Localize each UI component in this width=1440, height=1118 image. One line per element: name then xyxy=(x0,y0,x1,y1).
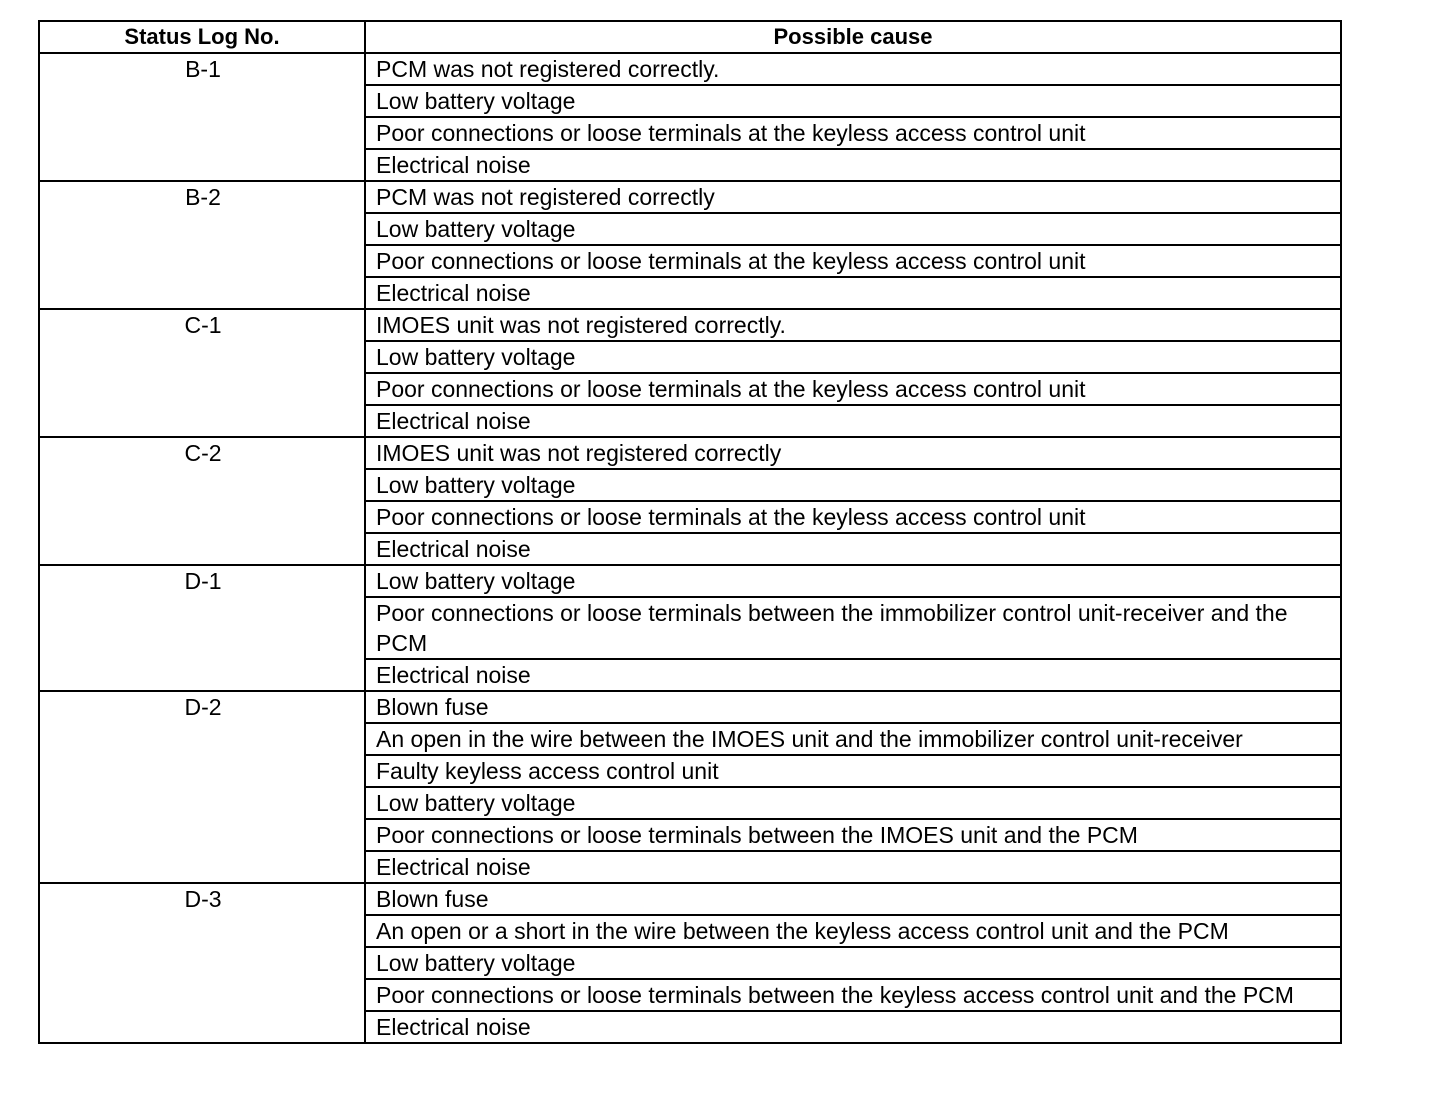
possible-cause-cell: Low battery voltage xyxy=(365,947,1341,979)
status-log-no-cell: C-2 xyxy=(39,437,365,565)
possible-cause-cell: Low battery voltage xyxy=(365,341,1341,373)
possible-cause-cell: Poor connections or loose terminals between the IMOES unit and the PCM xyxy=(365,819,1341,851)
header-row xyxy=(39,21,1341,53)
possible-cause-cell: Electrical noise xyxy=(365,851,1341,883)
possible-cause-cell: Low battery voltage xyxy=(365,213,1341,245)
table-row xyxy=(39,883,1341,915)
header-possible-cause: Possible cause xyxy=(365,21,1341,53)
possible-cause-cell: Poor connections or loose terminals at the keyless access control unit xyxy=(365,117,1341,149)
table-row xyxy=(39,565,1341,597)
status-log-no-cell: D-1 xyxy=(39,565,365,691)
possible-cause-cell: An open in the wire between the IMOES unit and the immobilizer control unit-receiver xyxy=(365,723,1341,755)
possible-cause-cell: Poor connections or loose terminals at the keyless access control unit xyxy=(365,245,1341,277)
status-log-no-cell: D-2 xyxy=(39,691,365,883)
possible-cause-cell: Electrical noise xyxy=(365,405,1341,437)
possible-cause-cell: Faulty keyless access control unit xyxy=(365,755,1341,787)
possible-cause-cell: Blown fuse xyxy=(365,691,1341,723)
possible-cause-cell: PCM was not registered correctly xyxy=(365,181,1341,213)
possible-cause-cell: Electrical noise xyxy=(365,149,1341,181)
possible-cause-cell: IMOES unit was not registered correctly. xyxy=(365,309,1341,341)
status-log-no-cell: D-3 xyxy=(39,883,365,1043)
table-row xyxy=(39,437,1341,469)
possible-cause-cell: An open or a short in the wire between the keyless access control unit and the PCM xyxy=(365,915,1341,947)
possible-cause-cell: IMOES unit was not registered correctly xyxy=(365,437,1341,469)
possible-cause-cell: Electrical noise xyxy=(365,659,1341,691)
table-body xyxy=(39,53,1341,1043)
possible-cause-cell: Electrical noise xyxy=(365,1011,1341,1043)
possible-cause-cell: Poor connections or loose terminals at the keyless access control unit xyxy=(365,501,1341,533)
status-log-no-cell: B-2 xyxy=(39,181,365,309)
status-log-no-cell: B-1 xyxy=(39,53,365,181)
possible-cause-cell: Electrical noise xyxy=(365,277,1341,309)
possible-cause-cell: PCM was not registered correctly. xyxy=(365,53,1341,85)
status-log-no-cell: C-1 xyxy=(39,309,365,437)
table-row xyxy=(39,309,1341,341)
table-row xyxy=(39,53,1341,85)
possible-cause-cell: Low battery voltage xyxy=(365,565,1341,597)
table-row xyxy=(39,691,1341,723)
possible-cause-cell: Poor connections or loose terminals between the keyless access control unit and the PCM xyxy=(365,979,1341,1011)
possible-cause-cell: Low battery voltage xyxy=(365,85,1341,117)
table-row xyxy=(39,181,1341,213)
possible-cause-cell: Poor connections or loose terminals between the immobilizer control unit-receiver and the PCM xyxy=(365,597,1341,659)
possible-cause-cell: Electrical noise xyxy=(365,533,1341,565)
possible-cause-cell: Blown fuse xyxy=(365,883,1341,915)
header-status-log-no: Status Log No. xyxy=(39,21,365,53)
possible-cause-cell: Low battery voltage xyxy=(365,787,1341,819)
possible-cause-cell: Low battery voltage xyxy=(365,469,1341,501)
possible-cause-cell: Poor connections or loose terminals at the keyless access control unit xyxy=(365,373,1341,405)
status-log-table xyxy=(38,20,1342,1044)
